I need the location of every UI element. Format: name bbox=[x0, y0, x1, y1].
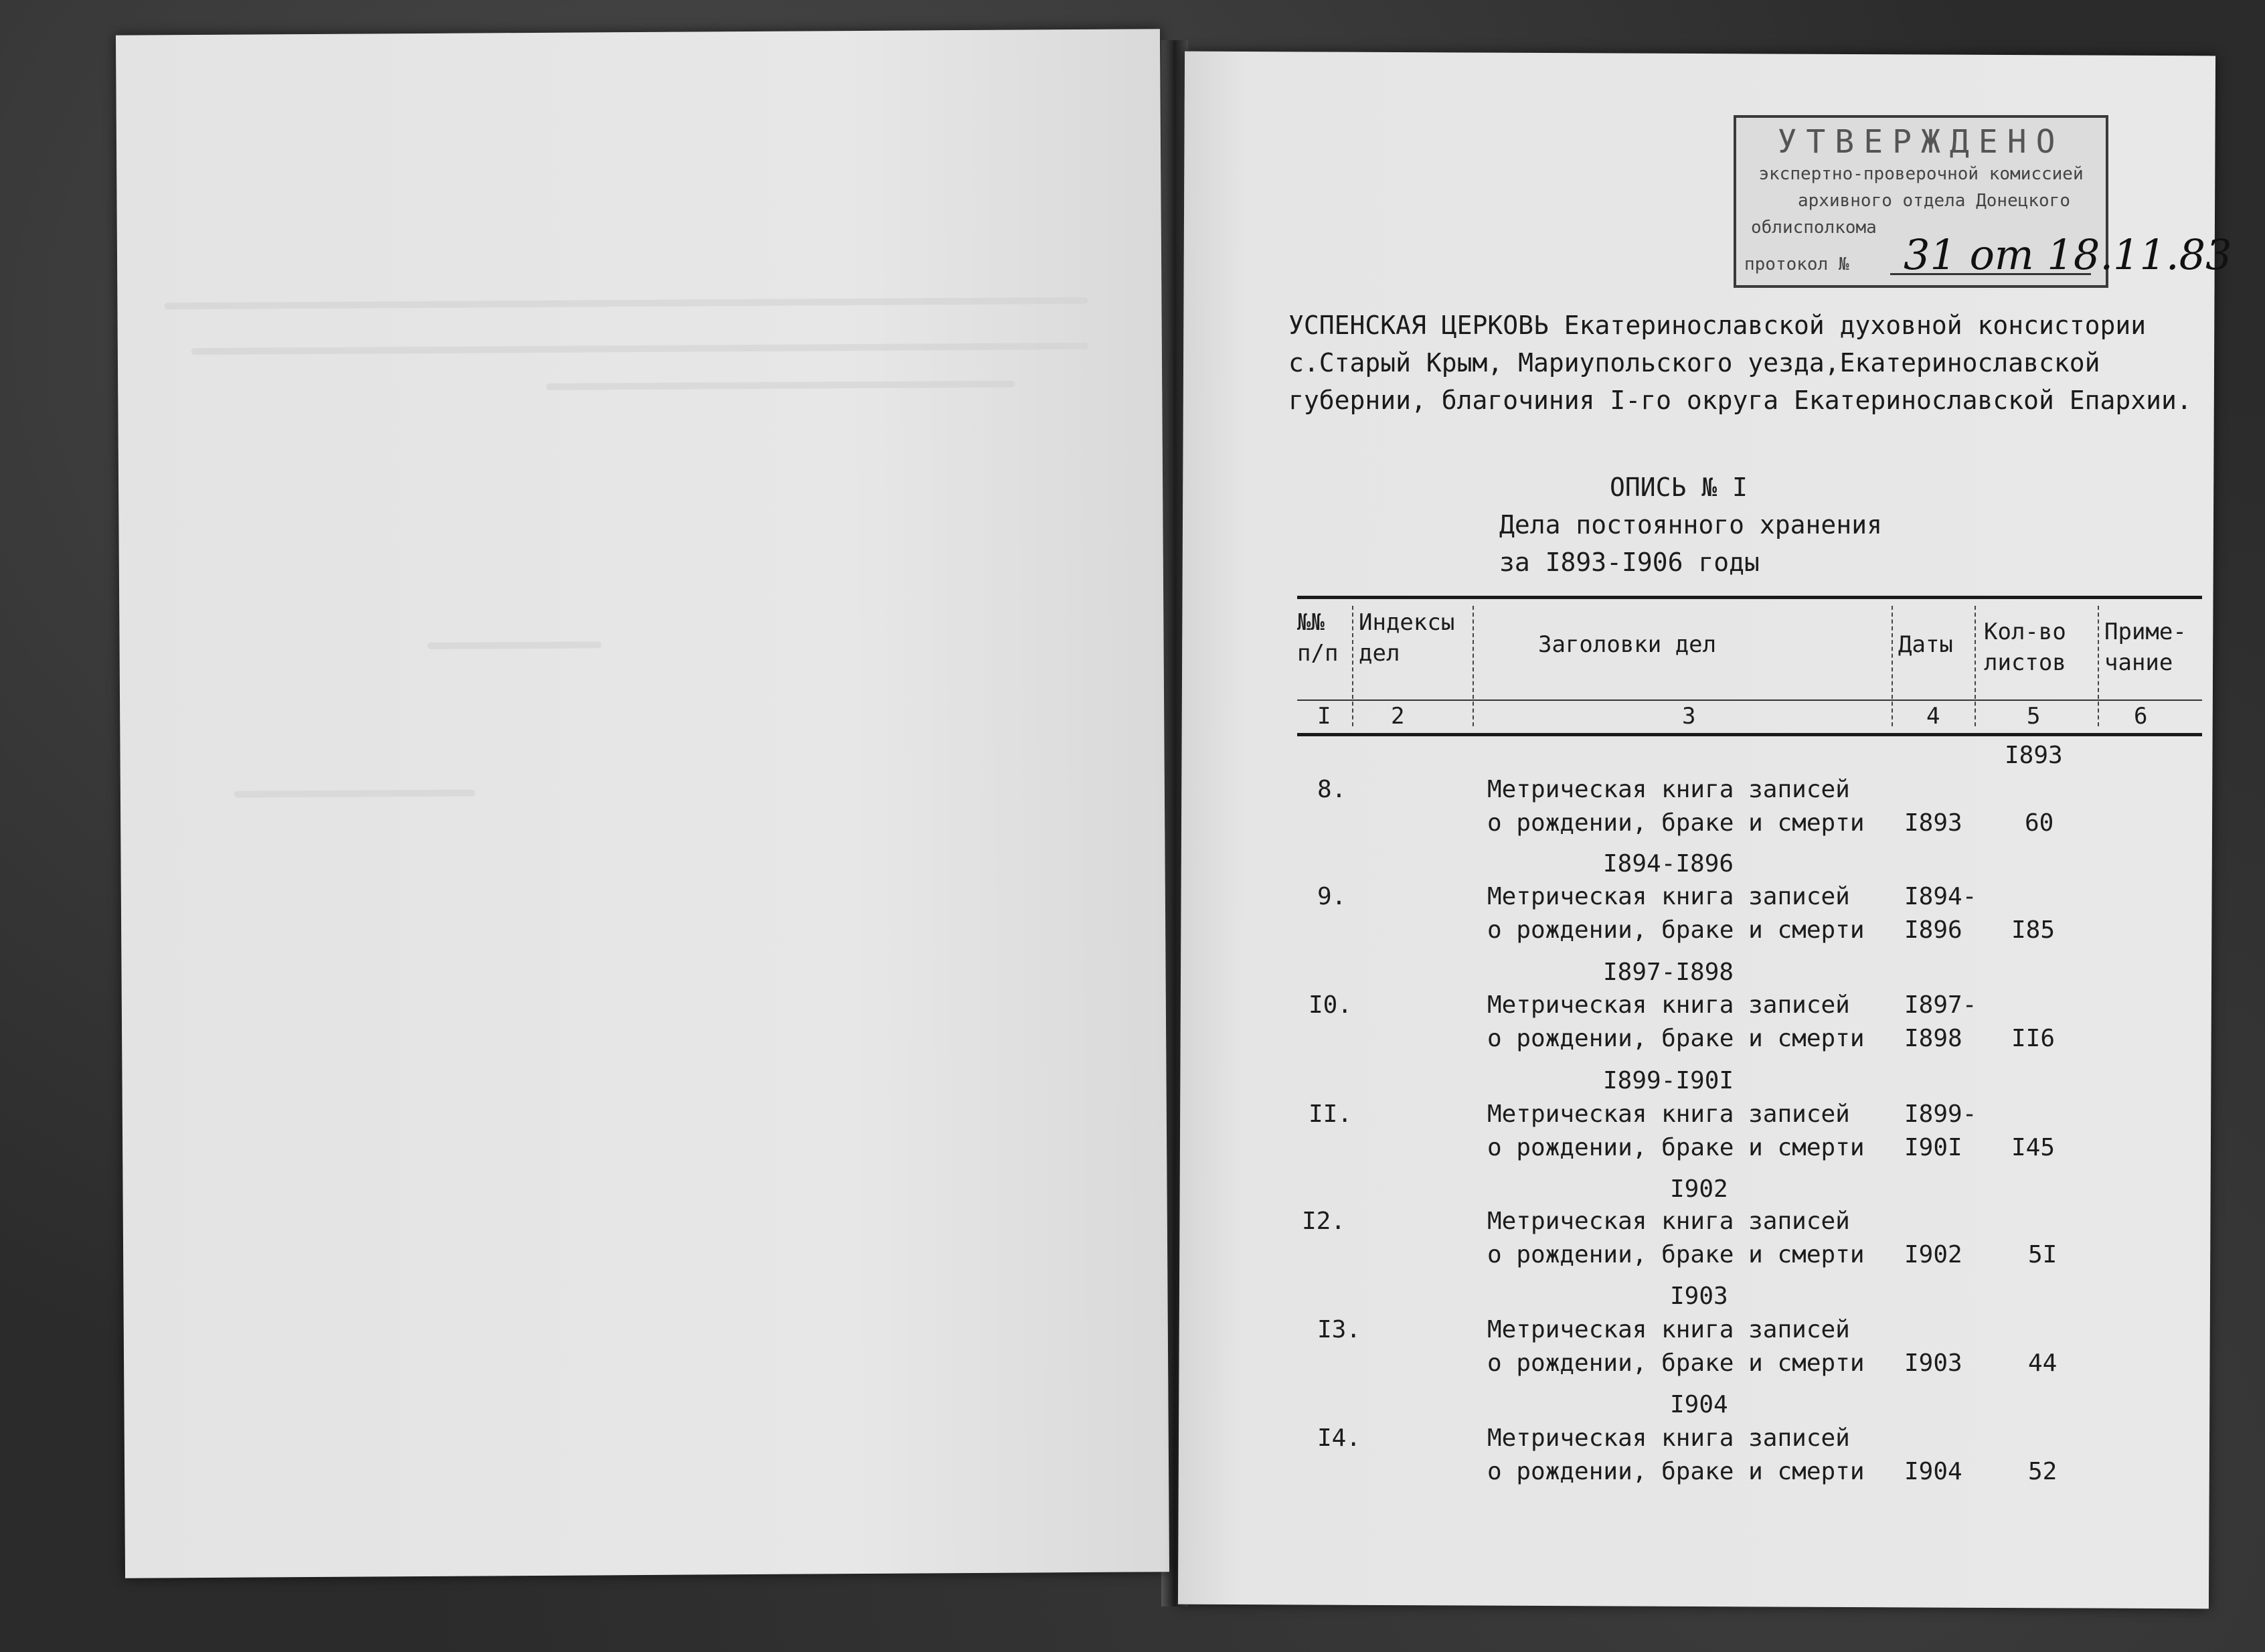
column-divider bbox=[1892, 606, 1893, 726]
bleed-through-mark bbox=[191, 343, 1088, 355]
stamp-protocol-label: протокол № bbox=[1744, 254, 1849, 274]
header-sheets: Кол-во листов bbox=[1984, 618, 2066, 676]
header-notes: Приме- чание bbox=[2104, 618, 2187, 676]
inventory-title-line: за I893-I906 годы bbox=[1499, 548, 1760, 577]
row-title: о рождении, браке и смерти bbox=[1487, 916, 1865, 944]
row-title: о рождении, браке и смерти bbox=[1487, 809, 1865, 837]
row-year-heading: I899-I90I bbox=[1603, 1067, 1734, 1094]
row-number: 8. bbox=[1317, 776, 1347, 803]
header-number: №№ п/п bbox=[1297, 609, 1339, 667]
bleed-through-mark bbox=[234, 790, 475, 798]
row-year-heading: I897-I898 bbox=[1603, 959, 1734, 986]
inventory-title-line: Дела постоянного хранения bbox=[1499, 510, 1882, 540]
row-date: I903 bbox=[1904, 1349, 1962, 1377]
header-titles: Заголовки дел bbox=[1538, 631, 1717, 658]
column-number: 3 bbox=[1682, 703, 1696, 730]
row-sheets: 60 bbox=[2025, 809, 2054, 837]
row-date: I893 bbox=[1904, 809, 1962, 837]
row-number: 9. bbox=[1317, 883, 1347, 910]
row-date: I894- bbox=[1904, 883, 1977, 910]
header-separator bbox=[1297, 699, 2202, 701]
column-divider bbox=[1352, 606, 1353, 726]
row-number: II. bbox=[1309, 1100, 1353, 1128]
bleed-through-mark bbox=[546, 381, 1015, 390]
header-index: Индексы дел bbox=[1359, 609, 1455, 667]
row-year-heading: I904 bbox=[1670, 1391, 1728, 1418]
row-date: I898 bbox=[1904, 1025, 1962, 1052]
row-number: I4. bbox=[1317, 1424, 1361, 1452]
row-year-heading: I903 bbox=[1670, 1283, 1728, 1310]
approval-stamp bbox=[1734, 115, 2232, 288]
row-title: Метрическая книга записей bbox=[1487, 1100, 1850, 1128]
row-title: Метрическая книга записей bbox=[1487, 991, 1850, 1019]
row-sheets: 44 bbox=[2028, 1349, 2058, 1377]
row-title: о рождении, браке и смерти bbox=[1487, 1025, 1865, 1052]
row-title: Метрическая книга записей bbox=[1487, 883, 1850, 910]
row-sheets: II6 bbox=[2011, 1025, 2056, 1052]
inventory-title bbox=[1499, 469, 1882, 581]
row-sheets: I85 bbox=[2011, 916, 2056, 944]
stamp-line: архивного отдела Донецкого bbox=[1798, 191, 2070, 211]
row-title: Метрическая книга записей bbox=[1487, 1208, 1850, 1235]
row-date: I90I bbox=[1904, 1134, 1962, 1161]
bleed-through-mark bbox=[164, 297, 1088, 309]
inventory-title-line: ОПИСЬ № I bbox=[1610, 473, 1748, 502]
row-title: Метрическая книга записей bbox=[1487, 776, 1850, 803]
fonds-heading: УСПЕНСКАЯ ЦЕРКОВЬ Екатеринославской духовной консистории с.Старый Крым, Мариупольского уезда,Екатеринославской губернии, благочиния I-го округа Екатеринославской Епархии. bbox=[1288, 311, 2192, 415]
stamp-line: облисполкома bbox=[1751, 218, 1877, 238]
row-number: I0. bbox=[1309, 991, 1353, 1019]
row-date: I899- bbox=[1904, 1100, 1977, 1128]
stamp-underline bbox=[1890, 273, 2091, 275]
column-number: 5 bbox=[2027, 703, 2041, 730]
row-title: о рождении, браке и смерти bbox=[1487, 1349, 1865, 1377]
stamp-line: экспертно-проверочной комиссией bbox=[1758, 164, 2084, 184]
row-title: о рождении, браке и смерти bbox=[1487, 1458, 1865, 1485]
column-number: 2 bbox=[1391, 703, 1405, 730]
row-date: I902 bbox=[1904, 1241, 1962, 1268]
column-number: I bbox=[1317, 703, 1331, 730]
row-date: I896 bbox=[1904, 916, 1962, 944]
column-divider bbox=[1975, 606, 1976, 726]
row-year-heading: I893 bbox=[2005, 742, 2063, 769]
column-number: 6 bbox=[2134, 703, 2148, 730]
row-sheets: I45 bbox=[2011, 1134, 2056, 1161]
row-title: о рождении, браке и смерти bbox=[1487, 1134, 1865, 1161]
row-title: Метрическая книга записей bbox=[1487, 1424, 1850, 1452]
header-dates: Даты bbox=[1898, 631, 1953, 658]
row-sheets: 52 bbox=[2028, 1458, 2058, 1485]
stamp-handwritten-number: 31 от 18.11.83 bbox=[1904, 230, 2232, 279]
column-divider bbox=[2098, 606, 2099, 726]
row-sheets: 5I bbox=[2028, 1241, 2058, 1268]
bleed-through-mark bbox=[428, 641, 602, 649]
inventory-table-header bbox=[1297, 596, 2202, 736]
stamp-title: УТВЕРЖДЕНО bbox=[1777, 123, 2065, 161]
left-page bbox=[116, 29, 1169, 1578]
row-year-heading: I902 bbox=[1670, 1175, 1728, 1203]
column-divider bbox=[1473, 606, 1474, 726]
row-year-heading: I894-I896 bbox=[1603, 850, 1734, 878]
row-title: о рождении, браке и смерти bbox=[1487, 1241, 1865, 1268]
row-date: I897- bbox=[1904, 991, 1977, 1019]
row-number: I3. bbox=[1317, 1316, 1361, 1343]
row-date: I904 bbox=[1904, 1458, 1962, 1485]
row-title: Метрическая книга записей bbox=[1487, 1316, 1850, 1343]
column-number: 4 bbox=[1926, 703, 1940, 730]
row-number: I2. bbox=[1302, 1208, 1346, 1235]
